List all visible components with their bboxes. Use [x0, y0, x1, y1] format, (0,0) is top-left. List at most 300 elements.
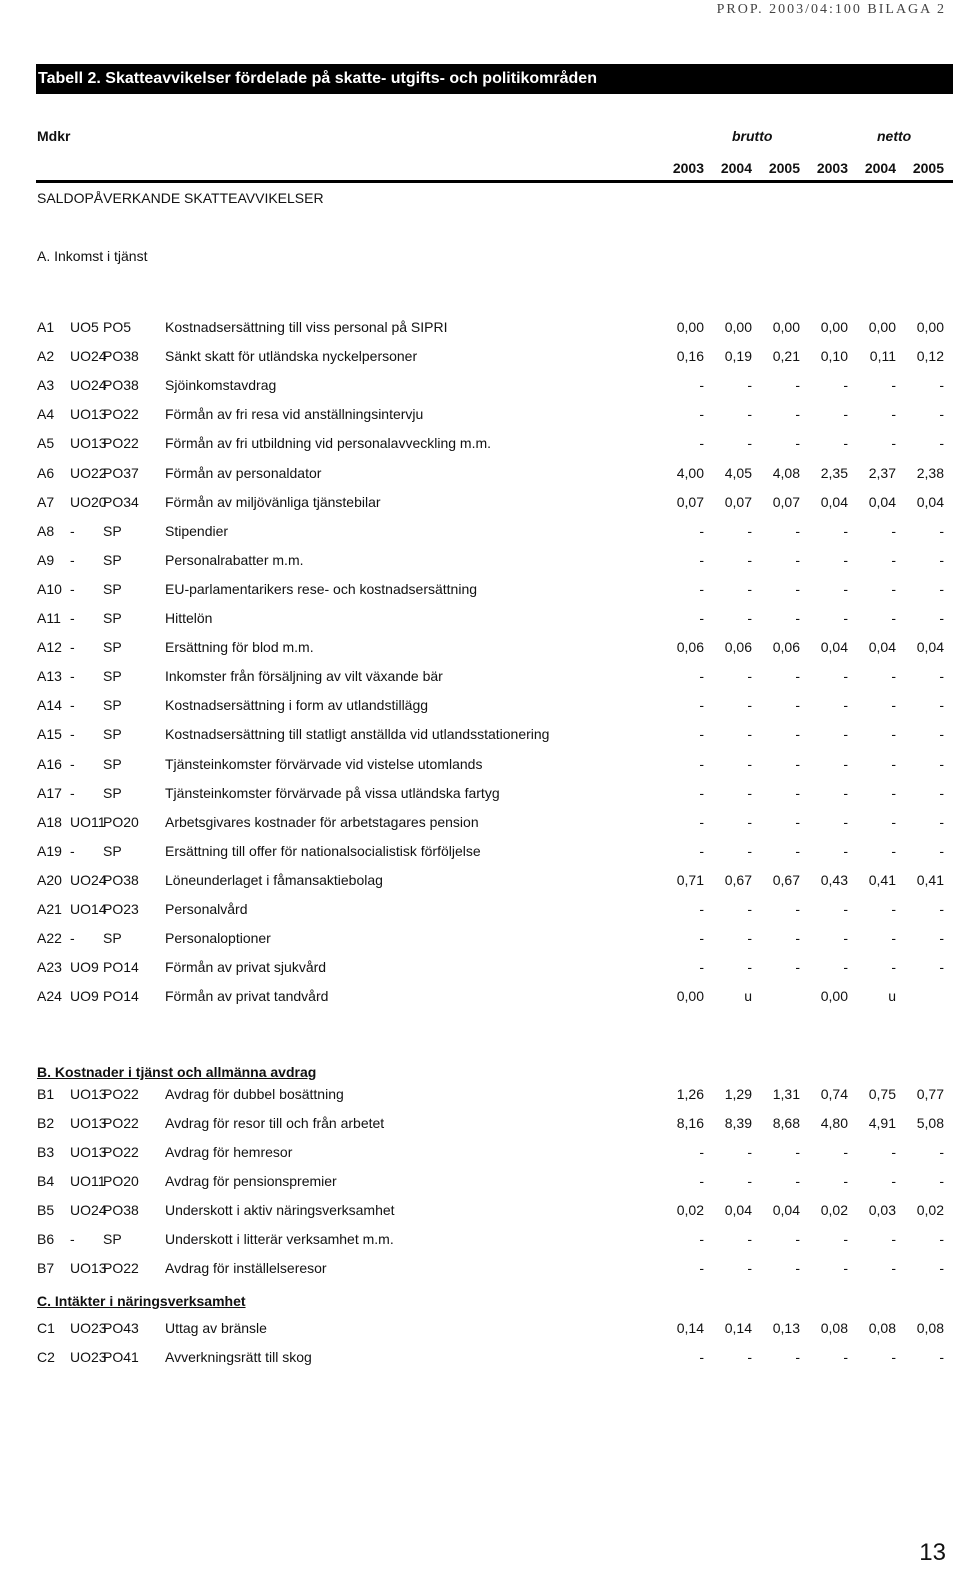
row-value: - — [891, 1173, 896, 1189]
row-value: - — [939, 668, 944, 685]
row-id: A22 — [37, 930, 62, 947]
row-value: 0,06 — [772, 639, 800, 656]
row-id: A15 — [37, 726, 62, 743]
row-id: A8 — [37, 522, 55, 539]
year-header: 2004 — [864, 160, 896, 176]
row-value: 1,31 — [772, 1086, 800, 1102]
row-value: - — [747, 377, 752, 394]
row-description: Tjänsteinkomster förvärvade vid vistelse utomlands — [165, 755, 483, 772]
row-value: - — [891, 697, 896, 714]
row-value: - — [843, 1349, 848, 1365]
row-po: SP — [103, 930, 122, 947]
row-value: - — [939, 435, 944, 452]
row-value: - — [843, 842, 848, 859]
row-po: SP — [103, 610, 122, 626]
table-row — [37, 785, 957, 805]
row-value: - — [891, 959, 896, 976]
row-value: - — [699, 697, 704, 714]
row-value: 0,02 — [820, 1202, 848, 1218]
year-header: 2005 — [768, 160, 800, 176]
row-uo: UO23 — [70, 1320, 107, 1336]
row-uo: - — [70, 755, 75, 772]
row-uo: UO24 — [70, 1202, 107, 1218]
row-value: - — [699, 842, 704, 859]
row-value: - — [795, 610, 800, 626]
table-row — [37, 814, 957, 834]
row-value: 8,16 — [676, 1115, 704, 1131]
row-value: - — [699, 1231, 704, 1247]
row-uo: UO14 — [70, 901, 107, 917]
row-value: 0,13 — [772, 1320, 800, 1336]
header-rule — [36, 180, 953, 183]
table-row — [37, 1086, 957, 1106]
row-uo: - — [70, 1231, 75, 1247]
row-po: SP — [103, 551, 122, 568]
row-uo: UO11 — [70, 1173, 106, 1189]
row-value: - — [843, 901, 848, 917]
row-description: Avverkningsrätt till skog — [165, 1349, 312, 1365]
table-row — [37, 610, 957, 630]
table-row — [37, 319, 957, 339]
row-id: A12 — [37, 639, 62, 656]
row-value: 0,12 — [916, 348, 944, 365]
row-value: - — [747, 435, 752, 452]
row-value: - — [843, 551, 848, 568]
page-number: 13 — [919, 1539, 946, 1566]
row-uo: - — [70, 522, 75, 539]
row-uo: - — [70, 551, 75, 568]
row-value: - — [843, 1260, 848, 1276]
row-value: - — [795, 1260, 800, 1276]
row-value: - — [747, 1144, 752, 1160]
table-row — [37, 1173, 957, 1193]
row-value: - — [843, 522, 848, 539]
row-value: 4,05 — [724, 464, 752, 481]
row-value: - — [699, 755, 704, 772]
row-id: A20 — [37, 871, 62, 888]
row-value: - — [843, 755, 848, 772]
row-value: - — [795, 435, 800, 452]
table-row — [37, 435, 957, 455]
row-value: - — [795, 1349, 800, 1365]
row-uo: UO22 — [70, 464, 107, 481]
row-value: - — [891, 610, 896, 626]
row-value: - — [939, 697, 944, 714]
row-uo: UO9 — [70, 988, 99, 1005]
row-value: - — [891, 1260, 896, 1276]
table-row — [37, 959, 957, 979]
row-id: A18 — [37, 813, 62, 830]
row-value: - — [795, 580, 800, 597]
row-description: EU-parlamentarikers rese- och kostnadsersättning — [165, 580, 478, 597]
table-row — [37, 1260, 957, 1280]
row-value: - — [843, 580, 848, 597]
row-po: PO23 — [103, 901, 139, 917]
row-value: - — [699, 930, 704, 947]
table-row — [37, 377, 957, 397]
table-row — [37, 1202, 957, 1222]
section-c-heading: C. Intäkter i näringsverksamhet — [37, 1293, 246, 1309]
row-value: 0,16 — [676, 348, 704, 365]
row-po: SP — [103, 842, 122, 859]
row-value: - — [843, 726, 848, 743]
row-id: B2 — [37, 1115, 55, 1131]
row-value: - — [843, 813, 848, 830]
row-value: 0,00 — [772, 319, 800, 335]
row-value: 0,08 — [916, 1320, 944, 1336]
row-value: - — [747, 697, 752, 714]
row-value: - — [939, 1231, 944, 1247]
row-value: 0,02 — [676, 1202, 704, 1218]
row-po: PO38 — [103, 871, 139, 888]
row-value: 8,39 — [724, 1115, 752, 1131]
row-value: - — [747, 1173, 752, 1189]
table-row — [37, 1144, 957, 1164]
row-id: A9 — [37, 551, 55, 568]
row-description: Förmån av personaldator — [165, 464, 322, 481]
row-id: B4 — [37, 1173, 55, 1189]
row-id: B6 — [37, 1231, 55, 1247]
row-value: - — [747, 930, 752, 947]
table-row — [37, 726, 957, 746]
row-description: Tjänsteinkomster förvärvade på vissa utländska fartyg — [165, 784, 500, 801]
row-po: PO41 — [103, 1349, 139, 1365]
row-po: PO20 — [103, 1173, 139, 1189]
table-row — [37, 581, 957, 601]
row-value: 0,00 — [868, 319, 896, 335]
row-value: 2,35 — [820, 464, 848, 481]
row-value: - — [747, 726, 752, 743]
row-value: - — [891, 1231, 896, 1247]
row-value: - — [939, 755, 944, 772]
row-value: u — [888, 988, 896, 1005]
year-header: 2004 — [720, 160, 752, 176]
row-description: Avdrag för hemresor — [165, 1144, 293, 1160]
table-row — [37, 930, 957, 950]
row-value: - — [795, 755, 800, 772]
row-uo: UO5 — [70, 319, 99, 335]
row-value: - — [699, 1144, 704, 1160]
row-po: SP — [103, 580, 122, 597]
row-value: 0,08 — [820, 1320, 848, 1336]
table-row — [37, 494, 957, 514]
row-id: B1 — [37, 1086, 55, 1102]
row-description: Kostnadsersättning till viss personal på SIPRI — [165, 319, 448, 335]
row-uo: UO20 — [70, 493, 107, 510]
year-header: 2003 — [672, 160, 704, 176]
row-id: A23 — [37, 959, 62, 976]
row-description: Ersättning för blod m.m. — [165, 639, 314, 656]
group-netto-label: netto — [877, 128, 912, 144]
row-value: - — [795, 784, 800, 801]
row-value: - — [939, 551, 944, 568]
row-uo: - — [70, 668, 75, 685]
row-id: A19 — [37, 842, 62, 859]
row-value: - — [939, 959, 944, 976]
row-value: - — [747, 580, 752, 597]
table-row — [37, 1115, 957, 1135]
unit-label: Mdkr — [37, 128, 71, 144]
row-value: - — [747, 1349, 752, 1365]
row-value: - — [747, 610, 752, 626]
row-value: - — [747, 901, 752, 917]
row-value: - — [795, 1144, 800, 1160]
row-value: - — [843, 1144, 848, 1160]
row-value: 0,41 — [868, 871, 896, 888]
row-id: B5 — [37, 1202, 55, 1218]
row-id: A24 — [37, 988, 62, 1005]
row-description: Förmån av privat tandvård — [165, 988, 329, 1005]
row-description: Kostnadsersättning i form av utlandstillägg — [165, 697, 429, 714]
row-value: - — [843, 697, 848, 714]
row-description: Underskott i litterär verksamhet m.m. — [165, 1231, 394, 1247]
row-value: - — [843, 1231, 848, 1247]
row-value: - — [747, 522, 752, 539]
row-value: - — [699, 668, 704, 685]
row-value: 0,19 — [724, 348, 752, 365]
row-uo: UO24 — [70, 871, 107, 888]
row-value: 0,04 — [820, 639, 848, 656]
row-po: PO14 — [103, 988, 139, 1005]
row-value: - — [843, 1173, 848, 1189]
row-value: - — [795, 697, 800, 714]
row-value: - — [795, 1231, 800, 1247]
row-value: - — [747, 842, 752, 859]
year-header: 2003 — [816, 160, 848, 176]
row-value: 0,71 — [676, 871, 704, 888]
row-value: - — [699, 1349, 704, 1365]
row-value: - — [939, 1173, 944, 1189]
row-po: PO22 — [103, 435, 139, 452]
row-po: PO22 — [103, 1086, 139, 1102]
row-value: 0,77 — [916, 1086, 944, 1102]
row-value: - — [939, 580, 944, 597]
row-value: - — [891, 551, 896, 568]
row-po: PO22 — [103, 406, 139, 423]
row-value: 2,38 — [916, 464, 944, 481]
row-value: - — [795, 959, 800, 976]
row-value: - — [747, 668, 752, 685]
row-value: 0,43 — [820, 871, 848, 888]
row-value: - — [891, 901, 896, 917]
row-value: - — [747, 784, 752, 801]
row-value: 0,08 — [868, 1320, 896, 1336]
row-id: A10 — [37, 580, 62, 597]
row-value: - — [939, 610, 944, 626]
row-description: Personalvård — [165, 901, 248, 917]
row-value: 0,00 — [724, 319, 752, 335]
row-value: - — [699, 377, 704, 394]
row-value: - — [891, 377, 896, 394]
row-po: SP — [103, 522, 122, 539]
row-value: - — [891, 522, 896, 539]
row-uo: UO13 — [70, 1115, 107, 1131]
row-description: Arbetsgivares kostnader för arbetstagares pension — [165, 813, 479, 830]
row-value: 0,04 — [868, 639, 896, 656]
row-value: 4,08 — [772, 464, 800, 481]
row-value: 0,74 — [820, 1086, 848, 1102]
row-id: A5 — [37, 435, 55, 452]
row-value: - — [843, 930, 848, 947]
row-value: - — [699, 522, 704, 539]
row-value: - — [795, 842, 800, 859]
row-id: B7 — [37, 1260, 55, 1276]
row-value: - — [747, 1231, 752, 1247]
row-po: PO38 — [103, 377, 139, 394]
row-uo: UO13 — [70, 1086, 107, 1102]
row-value: - — [939, 377, 944, 394]
row-value: 0,11 — [869, 348, 896, 365]
row-value: - — [891, 580, 896, 597]
row-id: A7 — [37, 493, 55, 510]
row-value: 0,00 — [676, 988, 704, 1005]
row-id: A16 — [37, 755, 62, 772]
row-uo: UO13 — [70, 406, 107, 423]
row-value: - — [699, 784, 704, 801]
row-po: PO38 — [103, 1202, 139, 1218]
row-id: A3 — [37, 377, 55, 394]
row-value: 0,04 — [916, 639, 944, 656]
row-id: A13 — [37, 668, 62, 685]
row-po: PO34 — [103, 493, 139, 510]
row-po: PO37 — [103, 464, 139, 481]
row-description: Avdrag för dubbel bosättning — [165, 1086, 344, 1102]
row-po: SP — [103, 755, 122, 772]
table-row — [37, 988, 957, 1008]
row-value: - — [795, 726, 800, 743]
table-row — [37, 465, 957, 485]
row-value: 5,08 — [916, 1115, 944, 1131]
row-po: SP — [103, 697, 122, 714]
row-value: 0,00 — [820, 988, 848, 1005]
table-row — [37, 348, 957, 368]
row-description: Stipendier — [165, 522, 229, 539]
row-po: PO38 — [103, 348, 139, 365]
row-po: PO22 — [103, 1144, 139, 1160]
row-value: - — [843, 435, 848, 452]
row-description: Inkomster från försäljning av vilt växande bär — [165, 668, 443, 685]
section-a-heading: A. Inkomst i tjänst — [37, 248, 148, 264]
row-value: - — [891, 842, 896, 859]
document-header: PROP. 2003/04:100 BILAGA 2 — [716, 2, 946, 17]
table-row — [37, 523, 957, 543]
row-value: - — [747, 755, 752, 772]
row-uo: UO11 — [70, 813, 106, 830]
row-value: 0,04 — [724, 1202, 752, 1218]
row-value: 0,07 — [724, 493, 752, 510]
row-value: - — [795, 406, 800, 423]
row-value: - — [891, 1349, 896, 1365]
row-po: SP — [103, 726, 122, 743]
row-value: - — [699, 551, 704, 568]
row-value: - — [795, 1173, 800, 1189]
row-value: 0,04 — [820, 493, 848, 510]
table-row — [37, 901, 957, 921]
row-id: B3 — [37, 1144, 55, 1160]
row-value: - — [939, 784, 944, 801]
row-value: 0,14 — [724, 1320, 752, 1336]
row-value: - — [939, 842, 944, 859]
row-description: Avdrag för inställelseresor — [165, 1260, 327, 1276]
row-value: - — [843, 959, 848, 976]
row-value: u — [744, 988, 752, 1005]
row-value: - — [747, 406, 752, 423]
row-value: 2,37 — [868, 464, 896, 481]
row-value: 0,75 — [868, 1086, 896, 1102]
row-uo: UO9 — [70, 959, 99, 976]
row-description: Underskott i aktiv näringsverksamhet — [165, 1202, 395, 1218]
row-value: 0,03 — [868, 1202, 896, 1218]
table-row — [37, 1231, 957, 1251]
row-uo: UO24 — [70, 348, 107, 365]
row-po: SP — [103, 784, 122, 801]
row-value: - — [891, 668, 896, 685]
row-uo: - — [70, 930, 75, 947]
row-po: SP — [103, 1231, 122, 1247]
row-value: - — [747, 959, 752, 976]
row-value: 4,80 — [820, 1115, 848, 1131]
row-description: Uttag av bränsle — [165, 1320, 267, 1336]
row-value: - — [939, 930, 944, 947]
row-value: - — [795, 813, 800, 830]
row-value: - — [939, 1144, 944, 1160]
row-description: Sjöinkomstavdrag — [165, 377, 277, 394]
row-value: 0,04 — [868, 493, 896, 510]
row-value: - — [699, 406, 704, 423]
row-value: 0,07 — [772, 493, 800, 510]
row-value: 1,26 — [676, 1086, 704, 1102]
row-description: Hittelön — [165, 610, 213, 626]
group-brutto-label: brutto — [732, 128, 773, 144]
row-value: - — [891, 755, 896, 772]
row-value: 4,91 — [868, 1115, 896, 1131]
row-uo: UO24 — [70, 377, 107, 394]
table-row — [37, 552, 957, 572]
row-uo: - — [70, 639, 75, 656]
table-row — [37, 668, 957, 688]
row-id: A21 — [37, 901, 62, 917]
row-value: - — [843, 377, 848, 394]
row-value: 0,02 — [916, 1202, 944, 1218]
row-value: - — [939, 726, 944, 743]
row-value: - — [891, 406, 896, 423]
row-value: - — [939, 901, 944, 917]
row-po: SP — [103, 668, 122, 685]
row-id: C1 — [37, 1320, 55, 1336]
row-value: - — [747, 1260, 752, 1276]
row-value: - — [795, 522, 800, 539]
row-value: 0,04 — [916, 493, 944, 510]
row-description: Sänkt skatt för utländska nyckelpersoner — [165, 348, 418, 365]
row-value: - — [747, 813, 752, 830]
row-value: - — [747, 551, 752, 568]
row-description: Avdrag för resor till och från arbetet — [165, 1115, 385, 1131]
row-uo: - — [70, 784, 75, 801]
row-value: 8,68 — [772, 1115, 800, 1131]
row-id: A4 — [37, 406, 55, 423]
row-description: Avdrag för pensionspremier — [165, 1173, 337, 1189]
table-row — [37, 697, 957, 717]
row-uo: UO23 — [70, 1349, 107, 1365]
row-value: 0,00 — [820, 319, 848, 335]
row-id: A6 — [37, 464, 55, 481]
row-description: Förmån av miljövänliga tjänstebilar — [165, 493, 381, 510]
row-value: - — [795, 668, 800, 685]
row-po: PO22 — [103, 1115, 139, 1131]
row-value: - — [843, 668, 848, 685]
row-value: - — [891, 726, 896, 743]
row-value: - — [699, 813, 704, 830]
